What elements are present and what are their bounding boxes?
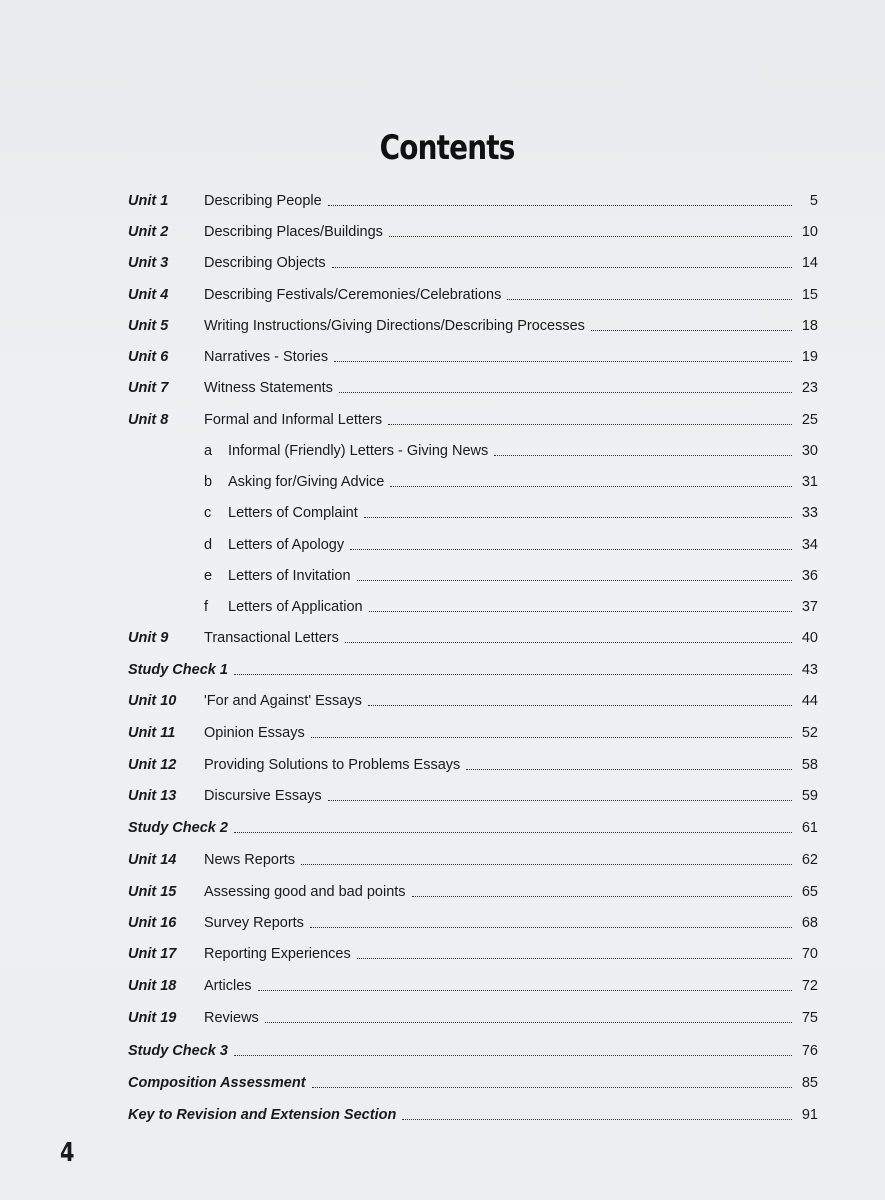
contents-entry	[128, 908, 818, 932]
contents-entry	[128, 311, 818, 335]
entry-page: 59	[801, 788, 818, 804]
contents-entry	[128, 186, 818, 210]
entry-title: Assessing good and bad points	[204, 884, 406, 900]
dot-leader	[301, 863, 792, 865]
dot-leader	[311, 736, 792, 738]
entry-title: Reporting Experiences	[204, 946, 351, 962]
dot-leader	[494, 454, 792, 456]
entry-unit: Unit 5	[128, 318, 169, 334]
entry-unit: Unit 12	[128, 757, 177, 773]
entry-unit: Unit 3	[128, 255, 169, 271]
entry-unit: Unit 8	[128, 412, 169, 428]
dot-leader	[389, 235, 792, 237]
entry-page: 52	[801, 725, 818, 741]
entry-title: Writing Instructions/Giving Directions/Describing Processes	[204, 318, 585, 334]
entry-page: 14	[801, 255, 818, 271]
dot-leader	[390, 485, 792, 487]
contents-subentry	[128, 467, 818, 491]
dot-leader	[369, 610, 792, 612]
contents-entry	[128, 373, 818, 397]
dot-leader	[412, 895, 792, 897]
dot-leader	[332, 266, 792, 268]
entry-title: Asking for/Giving Advice	[228, 474, 385, 490]
entry-unit: Unit 9	[128, 630, 169, 646]
contents-entry	[128, 750, 818, 774]
entry-page: 61	[801, 820, 818, 836]
entry-letter: b	[204, 474, 213, 490]
contents-entry	[128, 845, 818, 869]
contents-entry	[128, 248, 818, 272]
contents-entry	[128, 781, 818, 805]
contents-study-row	[128, 1068, 818, 1092]
entry-page: 10	[801, 224, 818, 240]
entry-title: Composition Assessment	[128, 1075, 306, 1091]
contents-entry	[128, 939, 818, 963]
dot-leader	[312, 1086, 792, 1088]
contents-subentry	[128, 498, 818, 522]
entry-unit: Unit 18	[128, 978, 177, 994]
dot-leader	[339, 391, 792, 393]
entry-title: Witness Statements	[204, 380, 333, 396]
entry-title: Letters of Complaint	[228, 505, 358, 521]
contents-entry	[128, 405, 818, 429]
entry-title: Key to Revision and Extension Section	[128, 1107, 397, 1123]
entry-unit: Unit 15	[128, 884, 177, 900]
entry-letter: e	[204, 568, 213, 584]
entry-page: 37	[801, 599, 818, 615]
dot-leader	[328, 204, 792, 206]
entry-letter: f	[204, 599, 209, 615]
contents-entry	[128, 718, 818, 742]
entry-page: 36	[801, 568, 818, 584]
entry-title: Narratives - Stories	[204, 349, 329, 365]
dot-leader	[357, 579, 792, 581]
contents-subentry	[128, 530, 818, 554]
entry-title: Describing Festivals/Ceremonies/Celebrations	[204, 287, 502, 303]
dot-leader	[591, 329, 792, 331]
entry-title: Study Check 3	[128, 1043, 228, 1059]
entry-page: 91	[801, 1107, 818, 1123]
contents-subentry	[128, 561, 818, 585]
entry-title: Describing Places/Buildings	[204, 224, 383, 240]
entry-page: 31	[801, 474, 818, 490]
dot-leader	[265, 1021, 792, 1023]
page-number: 4	[60, 1138, 75, 1168]
entry-page: 62	[801, 852, 818, 868]
entry-page: 34	[801, 537, 818, 553]
dot-leader	[334, 360, 792, 362]
entry-title: Survey Reports	[204, 915, 304, 931]
entry-title: Reviews	[204, 1010, 259, 1026]
dot-leader	[364, 516, 792, 518]
contents-entry	[128, 280, 818, 304]
entry-title: Opinion Essays	[204, 725, 305, 741]
entry-page: 76	[801, 1043, 818, 1059]
entry-page: 5	[809, 193, 818, 209]
entry-page: 75	[801, 1010, 818, 1026]
dot-leader	[368, 704, 792, 706]
entry-page: 43	[801, 662, 818, 678]
dot-leader	[234, 1054, 792, 1056]
contents-entry	[128, 971, 818, 995]
contents-entry	[128, 1003, 818, 1027]
entry-unit: Unit 2	[128, 224, 169, 240]
entry-title: Describing People	[204, 193, 322, 209]
dot-leader	[345, 641, 792, 643]
entry-page: 15	[801, 287, 818, 303]
entry-page: 19	[801, 349, 818, 365]
entry-title: Formal and Informal Letters	[204, 412, 383, 428]
entry-page: 68	[801, 915, 818, 931]
entry-title: Study Check 2	[128, 820, 228, 836]
dot-leader	[350, 548, 792, 550]
dot-leader	[507, 298, 792, 300]
dot-leader	[388, 423, 792, 425]
contents-entry	[128, 623, 818, 647]
entry-unit: Unit 10	[128, 693, 177, 709]
dot-leader	[466, 768, 792, 770]
contents-study-row	[128, 1100, 818, 1124]
entry-title: Describing Objects	[204, 255, 326, 271]
dot-leader	[357, 957, 792, 959]
entry-unit: Unit 4	[128, 287, 169, 303]
entry-letter: c	[204, 505, 212, 521]
entry-unit: Unit 1	[128, 193, 169, 209]
entry-title: News Reports	[204, 852, 296, 868]
entry-page: 72	[801, 978, 818, 994]
entry-page: 65	[801, 884, 818, 900]
contents-study-row	[128, 655, 818, 679]
dot-leader	[234, 831, 792, 833]
contents-study-row	[128, 813, 818, 837]
entry-page: 44	[801, 693, 818, 709]
page-title: Contents	[379, 128, 515, 168]
entry-title: Discursive Essays	[204, 788, 322, 804]
entry-page: 25	[801, 412, 818, 428]
entry-page: 23	[801, 380, 818, 396]
contents-study-row	[128, 1036, 818, 1060]
entry-title: Transactional Letters	[204, 630, 339, 646]
entry-page: 33	[801, 505, 818, 521]
entry-unit: Unit 7	[128, 380, 169, 396]
entry-page: 40	[801, 630, 818, 646]
dot-leader	[258, 989, 792, 991]
entry-title: Letters of Application	[228, 599, 363, 615]
entry-page: 70	[801, 946, 818, 962]
entry-unit: Unit 11	[128, 725, 176, 741]
entry-unit: Unit 14	[128, 852, 177, 868]
dot-leader	[328, 799, 792, 801]
entry-title: Letters of Invitation	[228, 568, 351, 584]
dot-leader	[310, 926, 792, 928]
entry-page: 30	[801, 443, 818, 459]
contents-subentry	[128, 436, 818, 460]
dot-leader	[402, 1118, 792, 1120]
entry-page: 85	[801, 1075, 818, 1091]
entry-page: 18	[801, 318, 818, 334]
entry-letter: a	[204, 443, 213, 459]
entry-unit: Unit 6	[128, 349, 169, 365]
contents-entry	[128, 686, 818, 710]
contents-entry	[128, 342, 818, 366]
entry-title: Providing Solutions to Problems Essays	[204, 757, 461, 773]
entry-title: 'For and Against' Essays	[204, 693, 362, 709]
dot-leader	[234, 673, 792, 675]
entry-unit: Unit 16	[128, 915, 177, 931]
entry-unit: Unit 19	[128, 1010, 177, 1026]
entry-title: Letters of Apology	[228, 537, 345, 553]
entry-title: Articles	[204, 978, 252, 994]
contents-subentry	[128, 592, 818, 616]
entry-page: 58	[801, 757, 818, 773]
entry-title: Informal (Friendly) Letters - Giving News	[228, 443, 489, 459]
contents-entry	[128, 877, 818, 901]
contents-entry	[128, 217, 818, 241]
entry-unit: Unit 13	[128, 788, 177, 804]
entry-title: Study Check 1	[128, 662, 228, 678]
entry-unit: Unit 17	[128, 946, 177, 962]
entry-letter: d	[204, 537, 213, 553]
